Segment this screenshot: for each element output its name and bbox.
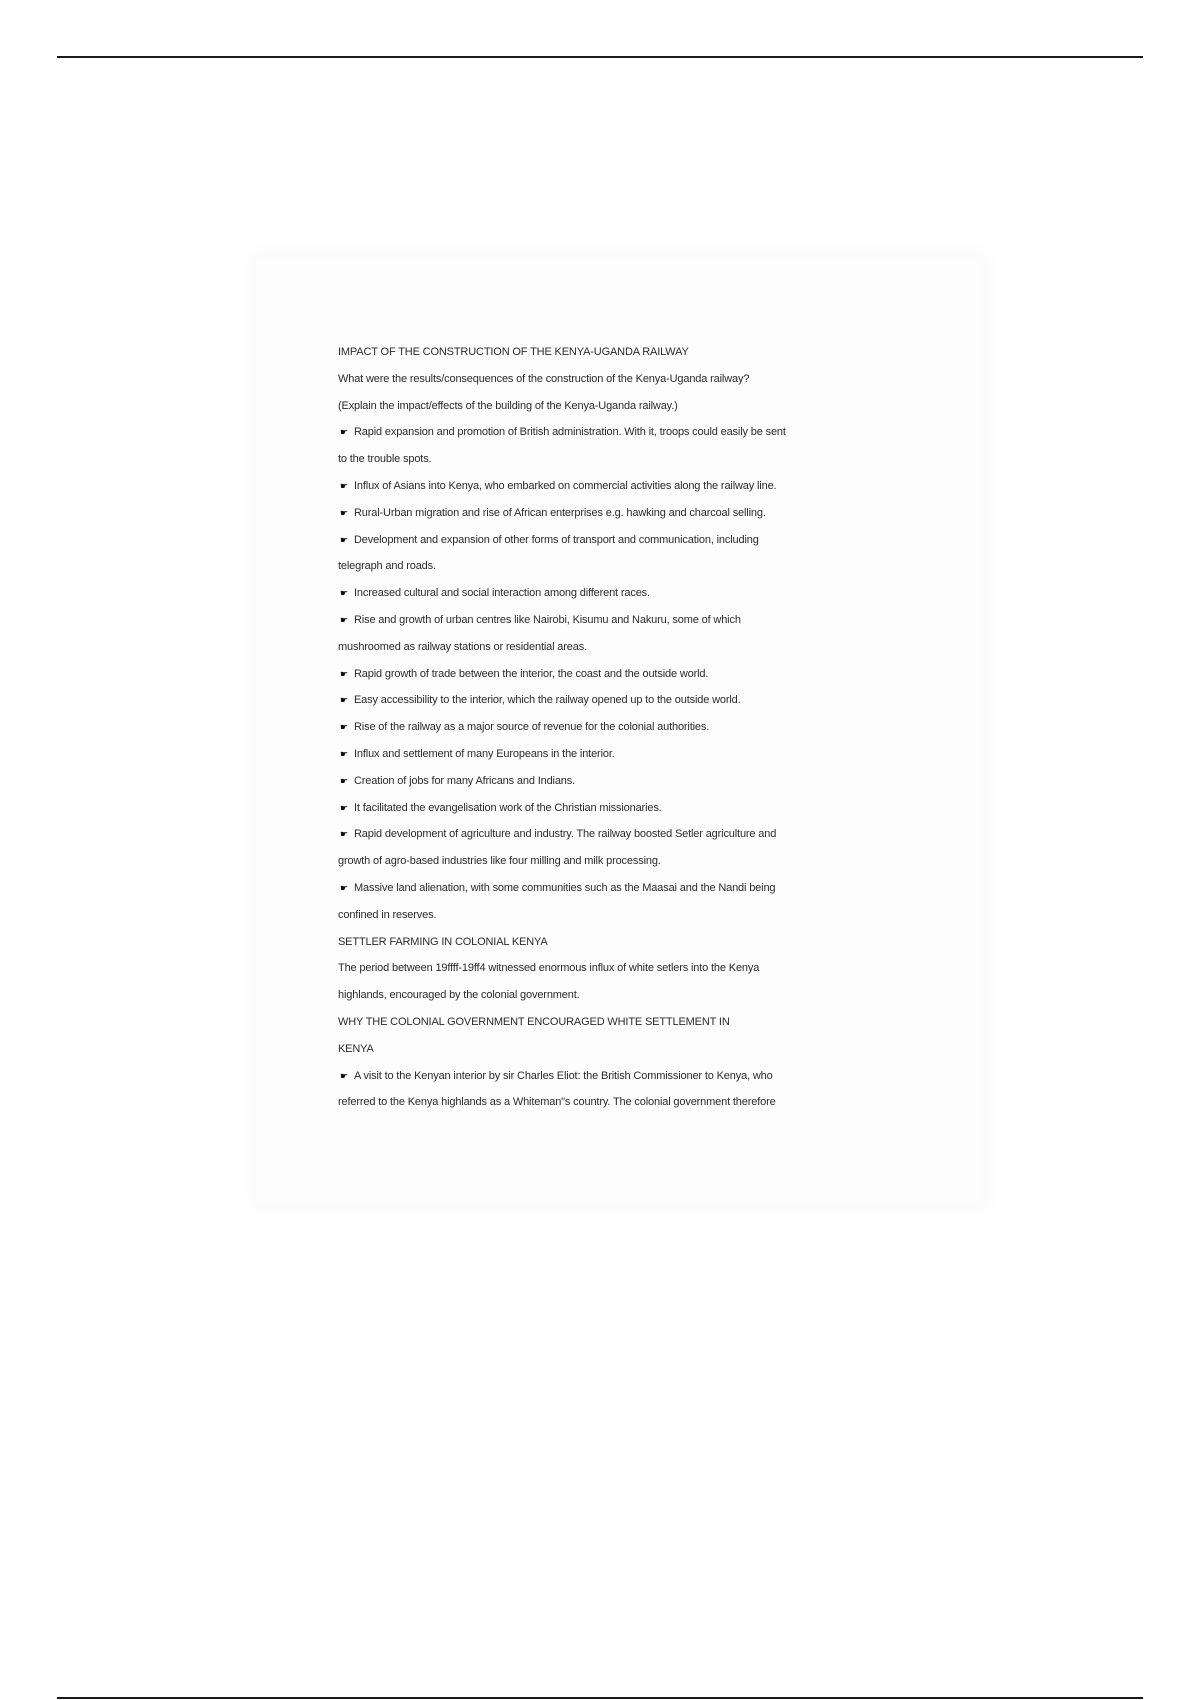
bullet-continuation: telegraph and roads. — [338, 560, 436, 573]
pointing-hand-icon: ☛ — [340, 614, 348, 625]
bullet-item — [338, 1063, 898, 1090]
bullet-item — [338, 500, 898, 527]
pointing-hand-icon: ☛ — [340, 588, 348, 599]
bullet-text: Easy accessibility to the interior, which the railway opened up to the outside world. — [354, 694, 741, 707]
bullet-continuation: mushroomed as railway stations or residential areas. — [338, 640, 587, 653]
bottom-rule — [57, 1697, 1143, 1699]
bullet-item — [338, 607, 898, 634]
pointing-hand-icon: ☛ — [340, 534, 348, 545]
heading-railway-impact: IMPACT OF THE CONSTRUCTION OF THE KENYA-UGANDA RAILWAY — [338, 346, 689, 358]
bullet-text: Increased cultural and social interaction among different races. — [354, 587, 650, 600]
bullet-text: Massive land alienation, with some communities such as the Maasai and the Nandi being — [354, 881, 776, 894]
bullet-continuation: referred to the Kenya highlands as a Whiteman"s country. The colonial government therefore — [338, 1096, 776, 1109]
pointing-hand-icon: ☛ — [340, 427, 348, 438]
bullet-continuation: to the trouble spots. — [338, 453, 432, 466]
settler-paragraph-line: highlands, encouraged by the colonial government. — [338, 989, 580, 1002]
question-alt-line: (Explain the impact/effects of the building of the Kenya-Uganda railway.) — [338, 399, 678, 412]
heading-why-settlement-cont: KENYA — [338, 1042, 374, 1055]
bullet-item — [338, 714, 898, 741]
pointing-hand-icon: ☛ — [340, 802, 348, 813]
bullet-item — [338, 580, 898, 607]
bullet-text: Influx of Asians into Kenya, who embarked on commercial activities along the railway line. — [354, 479, 777, 492]
bullet-item — [338, 419, 898, 446]
bullet-item — [338, 795, 898, 822]
bullet-text: Creation of jobs for many Africans and Indians. — [354, 774, 576, 787]
pointing-hand-icon: ☛ — [340, 882, 348, 893]
bullet-item — [338, 875, 898, 902]
pointing-hand-icon: ☛ — [340, 695, 348, 706]
bullet-text: Rural-Urban migration and rise of African enterprises e.g. hawking and charcoal selling. — [354, 506, 766, 519]
reasons-list — [338, 1063, 898, 1117]
impacts-list — [338, 419, 898, 928]
pointing-hand-icon: ☛ — [340, 1070, 348, 1081]
bullet-text: Rapid growth of trade between the interior, the coast and the outside world. — [354, 667, 709, 680]
heading-why-settlement: WHY THE COLONIAL GOVERNMENT ENCOURAGED WHITE SETTLEMENT IN — [338, 1015, 730, 1028]
document-body — [338, 339, 898, 1116]
bullet-text: Development and expansion of other forms of transport and communication, including — [354, 533, 759, 546]
bullet-item — [338, 768, 898, 795]
pointing-hand-icon: ☛ — [340, 775, 348, 786]
bullet-item — [338, 661, 898, 688]
bullet-text: It facilitated the evangelisation work of the Christian missionaries. — [354, 801, 662, 814]
pointing-hand-icon: ☛ — [340, 722, 348, 733]
bullet-text: A visit to the Kenyan interior by sir Charles Eliot: the British Commissioner to Kenya, who — [354, 1069, 773, 1082]
bullet-text: Rapid expansion and promotion of British administration. With it, troops could easily be sent — [354, 426, 786, 439]
top-rule — [57, 56, 1143, 58]
bullet-text: Rapid development of agriculture and industry. The railway boosted Setler agriculture and — [354, 828, 777, 841]
bullet-item — [338, 473, 898, 500]
bullet-item — [338, 741, 898, 768]
bullet-text: Rise of the railway as a major source of revenue for the colonial authorities. — [354, 721, 710, 734]
pointing-hand-icon: ☛ — [340, 668, 348, 679]
settler-paragraph-line: The period between 19ffff-19ff4 witnessed enormous influx of white setlers into the Kenya — [338, 962, 760, 975]
bullet-text: Rise and growth of urban centres like Nairobi, Kisumu and Nakuru, some of which — [354, 613, 741, 626]
pointing-hand-icon: ☛ — [340, 829, 348, 840]
pointing-hand-icon: ☛ — [340, 480, 348, 491]
question-line: What were the results/consequences of the construction of the Kenya-Uganda railway? — [338, 372, 750, 385]
bullet-item — [338, 527, 898, 554]
pointing-hand-icon: ☛ — [340, 748, 348, 759]
bullet-continuation: confined in reserves. — [338, 908, 437, 921]
bullet-item — [338, 687, 898, 714]
heading-settler-farming: SETTLER FARMING IN COLONIAL KENYA — [338, 935, 548, 948]
bullet-item — [338, 821, 898, 848]
pointing-hand-icon: ☛ — [340, 507, 348, 518]
bullet-text: Influx and settlement of many Europeans in the interior. — [354, 747, 615, 760]
bullet-continuation: growth of agro-based industries like four milling and milk processing. — [338, 855, 661, 868]
